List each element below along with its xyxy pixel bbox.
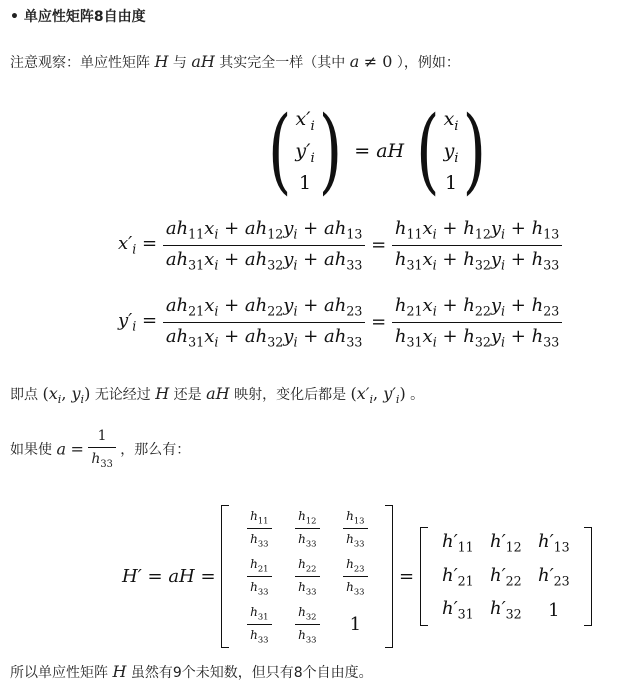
bullet-icon: • <box>10 9 19 25</box>
x-prime-equation: $x'_i$ = $\frac{ah_{11}x_i + ah_{12}y_i + ah_{13}}{ah_{31}x_i + ah_{32}y_i + ah_{33}}$ = $\frac{h_{11}x_i + h_{12}y_i + h_{13}}{h_{31}x_i + h_{32}y_i + h_{33}}$ <box>118 218 562 272</box>
h-prime-matrix-equation: H′ = aH = $\frac{h_{11}}{h_{33}}$ $\frac{h_{12}}{h_{33}}$ $\frac{h_{13}}{h_{33}}$ $\frac{h_{21}}{h_{33}}$ $\frac{h_{22}}{h_{33}}$ $\frac{h_{23}}{h_{33}}$ $\frac{h_{31}}{h_{33}}$ $\frac{h_{32}}{h_{33}}$ 1 = $h'_{11}$ $h'_{12}$ $h'_{13}$ $h'_{21}$ $h'_{22}$ $h'_{23}$ $h'_{31}$ $h'_{32}$ 1 <box>122 505 592 648</box>
section-heading <box>10 6 146 26</box>
heading-text: 单应性矩阵8自由度 <box>23 9 146 25</box>
primed-matrix: $h'_{11}$ $h'_{12}$ $h'_{13}$ $h'_{21}$ $h'_{22}$ $h'_{23}$ $h'_{31}$ $h'_{32}$ 1 <box>420 527 592 626</box>
substitution-line: 如果使 a = $\frac{1}{h_{33}}$ ，那么有： <box>10 428 191 470</box>
y-prime-equation: $y'_i$ = $\frac{ah_{21}x_i + ah_{22}y_i + ah_{23}}{ah_{31}x_i + ah_{32}y_i + ah_{33}}$ = $\frac{h_{21}x_i + h_{22}y_i + h_{23}}{h_{31}x_i + h_{32}y_i + h_{33}}$ <box>118 295 562 349</box>
conclusion-line: 所以单应性矩阵 H 虽然有9个未知数，但只有8个自由度。 <box>10 662 373 681</box>
observation-line: 注意观察：单应性矩阵 H 与 aH 其实完全一样（其中 a ≠ 0 ），例如： <box>10 52 460 71</box>
right-paren: ) <box>318 96 343 206</box>
scaled-matrix: $\frac{h_{11}}{h_{33}}$ $\frac{h_{12}}{h_{33}}$ $\frac{h_{13}}{h_{33}}$ $\frac{h_{21}}{h_{33}}$ $\frac{h_{22}}{h_{33}}$ $\frac{h_{23}}{h_{33}}$ $\frac{h_{31}}{h_{33}}$ $\frac{h_{32}}{h_{33}}$ 1 <box>221 505 393 648</box>
mapping-line: 即点 ($x_i$, $y_i$) 无论经过 H 还是 aH 映射，变化后都是 ($x'_i$, $y'_i$) 。 <box>10 384 425 407</box>
left-paren: ( <box>268 96 292 206</box>
vector-equation: ( $x'_i$ $y'_i$ 1 ) = aH ( $x_i$ $y_i$ 1 ) <box>268 96 486 206</box>
